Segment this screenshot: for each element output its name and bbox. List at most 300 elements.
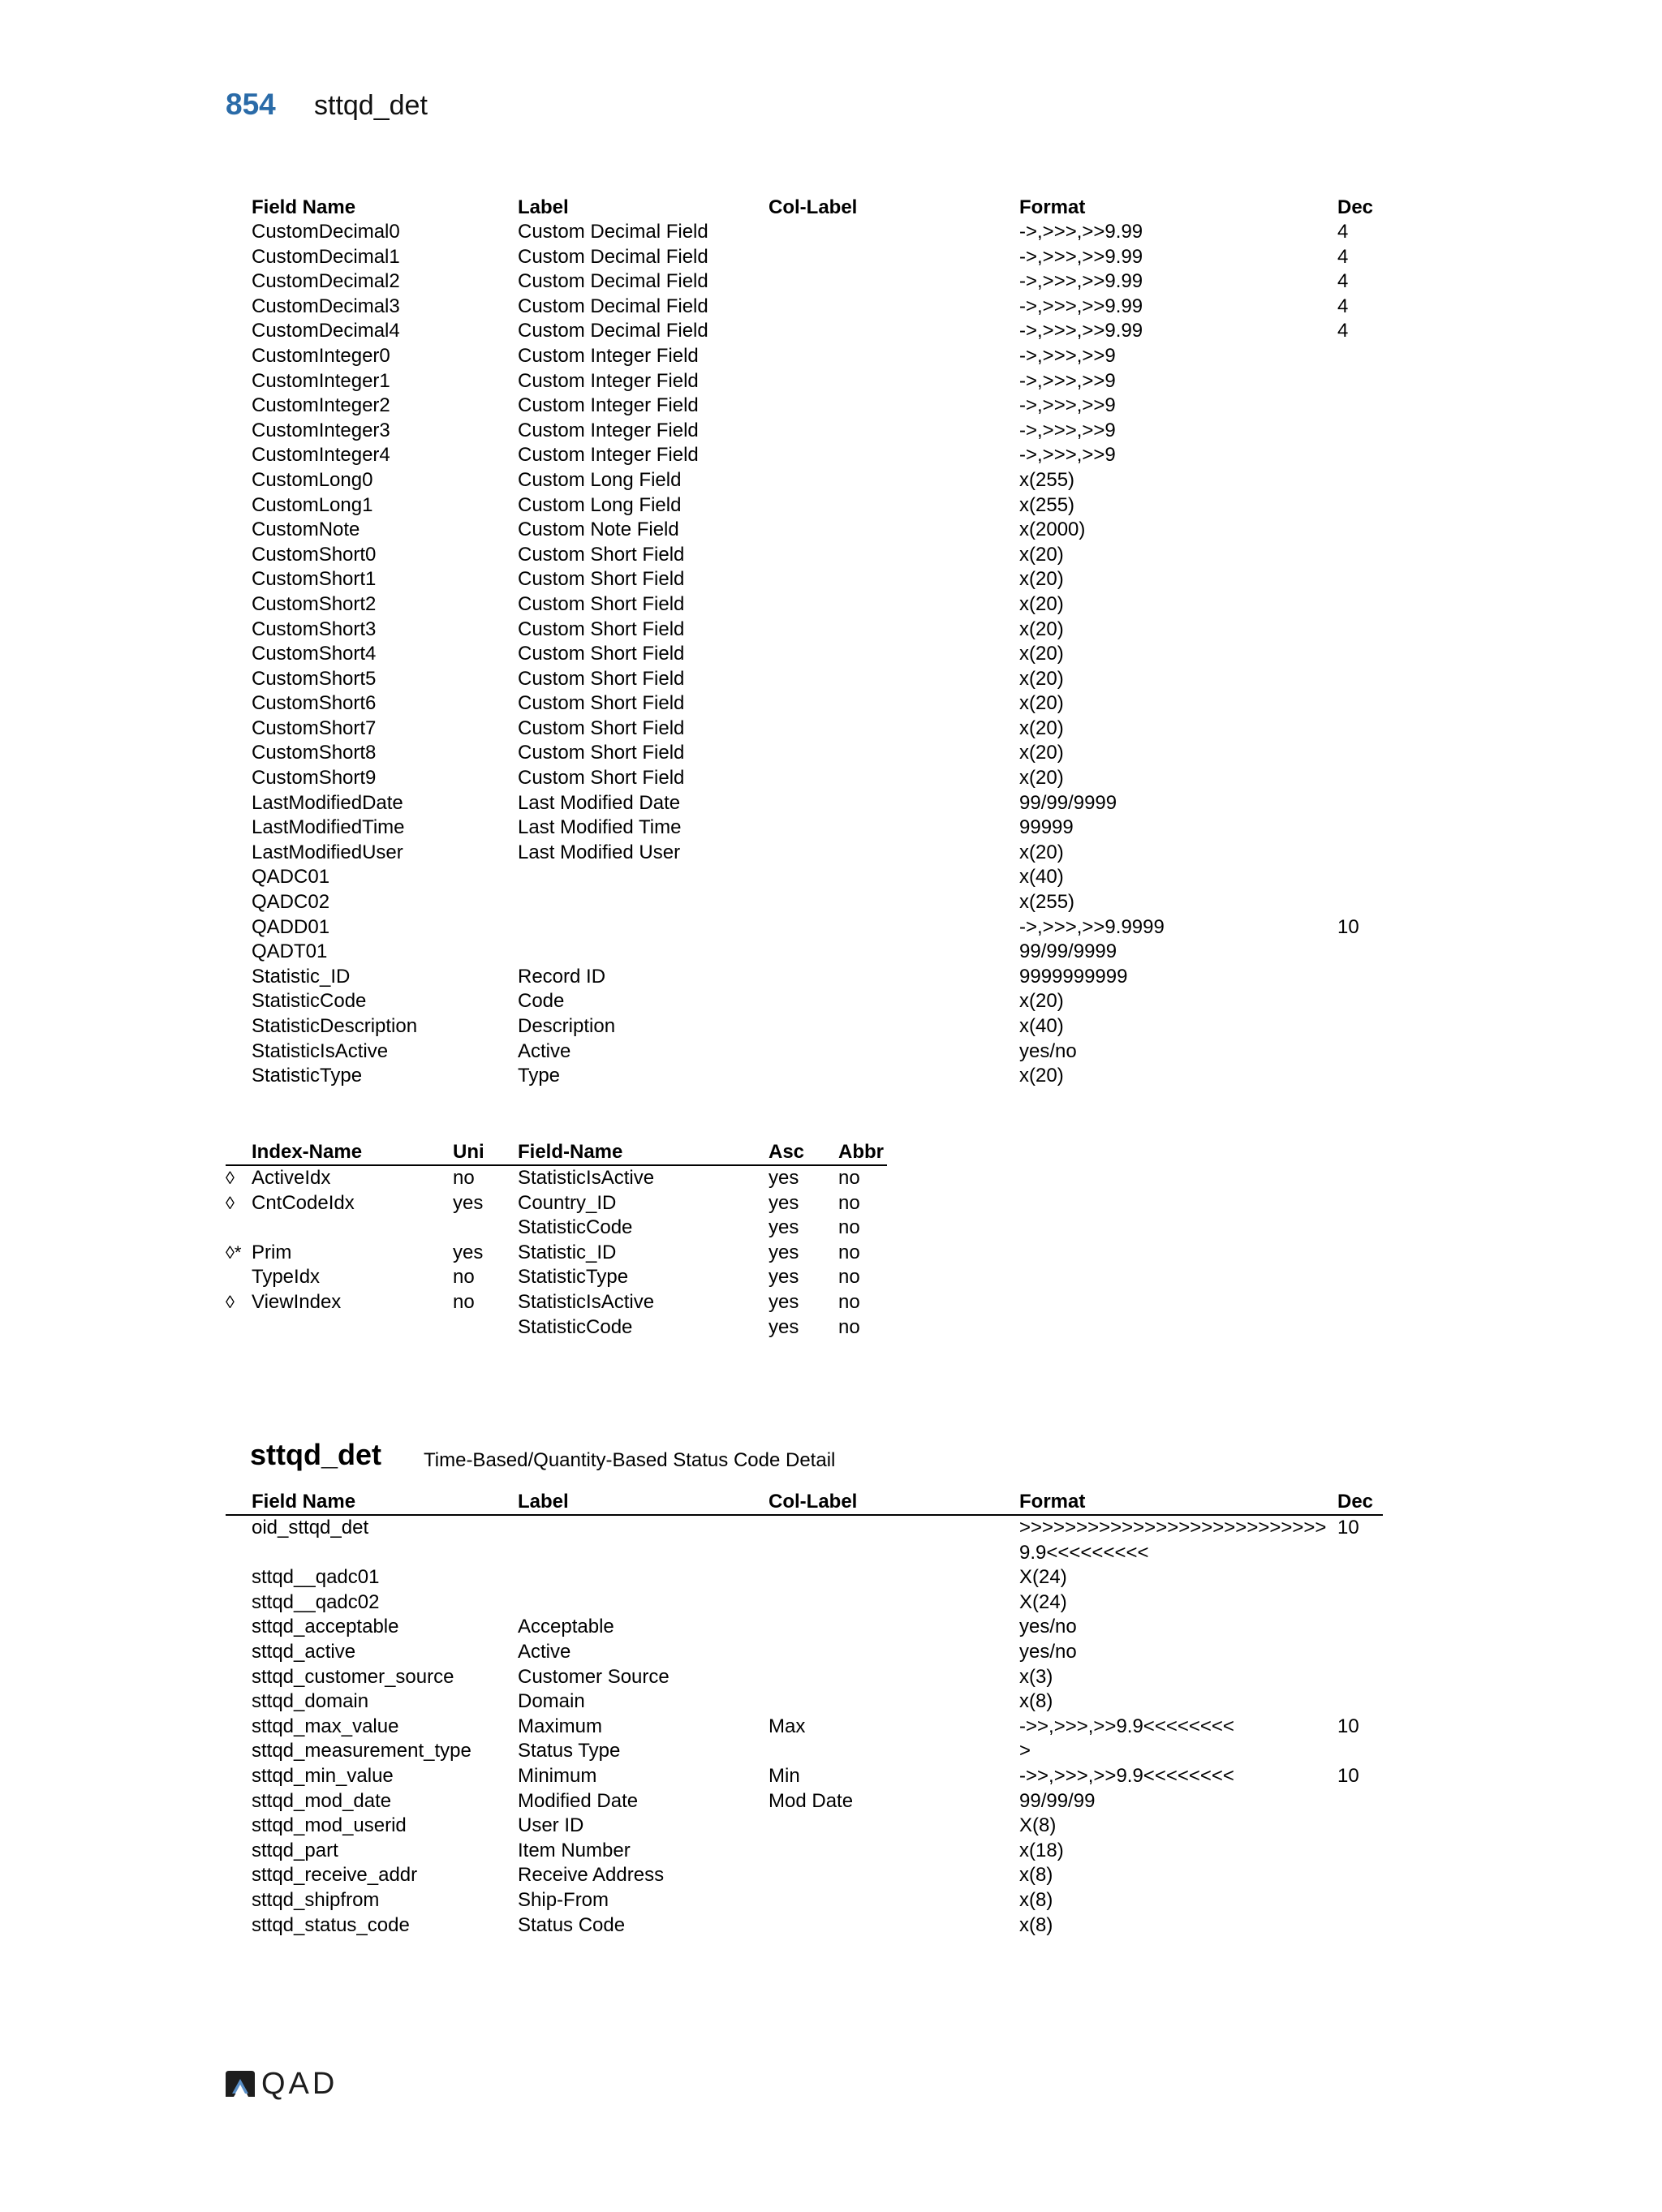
label-cell: Custom Short Field [518,767,685,790]
label-cell: Description [518,1015,616,1037]
asc-cell: yes [769,1266,799,1289]
col-label-cell [769,1039,1019,1065]
col-label-cell [769,1615,1019,1640]
dec-cell [1337,1789,1383,1814]
index-marker [226,1216,252,1241]
table-row [226,989,1383,1014]
abbr-cell: no [838,1266,860,1289]
header-dec: Dec [1337,196,1374,218]
header-format: Format [1019,196,1086,218]
label-cell [518,1565,769,1590]
label-cell: Custom Short Field [518,618,685,640]
col-label-cell [769,618,1019,643]
dec-cell [1337,667,1383,692]
table-row [226,269,1383,295]
table-row [226,443,1383,468]
table-row [226,295,1383,320]
label-cell: Item Number [518,1839,631,1861]
col-label-cell [769,518,1019,543]
dec-cell [1337,1665,1383,1690]
format-cell: x(20) [1019,568,1064,591]
table-row [226,1814,1383,1839]
header-col-label: Col-Label [769,196,858,218]
col-label-cell [769,741,1019,766]
format-cell: x(8) [1019,1864,1053,1887]
table-row [226,940,1383,965]
dec-cell [1337,1565,1383,1590]
table-row [226,1290,887,1315]
field-name-cell: StatisticDescription [252,1015,418,1037]
row-marker [226,567,252,592]
row-marker [226,1665,252,1690]
table-row [226,1789,1383,1814]
row-marker [226,1064,252,1089]
label-cell: Custom Short Field [518,717,685,739]
row-marker [226,220,252,245]
dec-cell [1337,816,1383,841]
field-name-cell: sttqd_active [252,1640,356,1663]
table-row [226,394,1383,419]
col-label-cell [769,344,1019,369]
table-row [226,1715,1383,1740]
col-label-cell [769,468,1019,493]
format-cell: 99/99/9999 [1019,791,1117,814]
col-label-cell [769,1814,1019,1839]
fields-table-header [226,195,1383,220]
dec-cell [1337,1863,1383,1888]
field-name-cell: StatisticCode [518,1216,633,1239]
field-name-cell: StatisticIsActive [518,1290,655,1313]
label-cell: Last Modified Time [518,816,682,839]
row-marker [226,691,252,717]
row-marker [226,419,252,444]
field-name-cell: CustomInteger0 [252,344,390,367]
table-row [226,319,1383,344]
table-row [226,419,1383,444]
logo-text: QAD [261,2066,338,2101]
format-cell: x(8) [1019,1690,1053,1713]
marker-column [226,195,252,220]
dec-cell [1337,1814,1383,1839]
row-marker [226,741,252,766]
col-label-cell [769,791,1019,816]
uni-cell [453,1216,518,1241]
col-label-cell [769,915,1019,940]
field-name-cell: CustomShort6 [252,692,377,715]
label-cell: Last Modified User [518,841,681,863]
asc-cell: yes [769,1216,799,1239]
field-name-cell: CustomNote [252,519,360,541]
label-cell [518,940,769,965]
field-name-cell: CustomDecimal2 [252,270,400,293]
dec-cell [1337,1590,1383,1616]
row-marker [226,1814,252,1839]
format-cell: ->,>>>,>>9.99 [1019,221,1143,243]
label-cell: Custom Decimal Field [518,320,708,342]
row-marker [226,1715,252,1740]
field-name-cell: StatisticType [518,1266,629,1289]
col-label-cell [769,443,1019,468]
section-table-description: Time-Based/Quantity-Based Status Code Detail [424,1449,836,1471]
dec-cell: 10 [1337,1517,1359,1539]
dec-cell [1337,443,1383,468]
label-cell: Ship-From [518,1888,609,1911]
label-cell: Status Code [518,1913,626,1936]
format-cell: 9999999999 [1019,965,1128,988]
format-cell: 99/99/9999 [1019,940,1117,963]
index-marker: ◊* [226,1242,242,1263]
label-cell: Custom Short Field [518,543,685,566]
label-cell: Custom Integer Field [518,419,699,441]
field-name-cell: CustomShort3 [252,618,377,640]
row-marker [226,841,252,866]
field-name-cell: CustomDecimal4 [252,320,400,342]
index-marker [226,1265,252,1290]
row-marker [226,1913,252,1939]
dec-cell [1337,493,1383,519]
format-cell: yes/no [1019,1640,1077,1663]
label-cell: Status Type [518,1740,621,1762]
col-label-cell [769,220,1019,245]
table-row [226,543,1383,568]
uni-cell: no [453,1167,475,1189]
format-cell: x(20) [1019,717,1064,739]
table-row [226,468,1383,493]
fields-table-1 [226,195,1383,1089]
format-cell: x(20) [1019,990,1064,1013]
table-row [226,567,1383,592]
table-row [226,1515,1383,1565]
field-name-cell: sttqd_part [252,1839,338,1861]
dec-cell [1337,344,1383,369]
format-cell: ->,>>>,>>9 [1019,344,1116,367]
table-row [226,1191,887,1216]
row-marker [226,890,252,915]
col-label-cell [769,1515,1019,1565]
col-label-cell [769,1565,1019,1590]
format-cell: x(20) [1019,1065,1064,1087]
label-cell: Custom Short Field [518,592,685,615]
section-table-name: sttqd_det [250,1438,381,1471]
header-dec: Dec [1337,1489,1383,1515]
table-row [226,1315,887,1341]
row-marker [226,667,252,692]
field-name-cell: CustomShort2 [252,592,377,615]
field-name-cell: sttqd_receive_addr [252,1864,418,1887]
dec-cell: 4 [1337,320,1349,342]
table-row [226,1265,887,1290]
label-cell: Custom Short Field [518,643,685,665]
dec-cell: 4 [1337,221,1349,243]
col-label-cell [769,369,1019,394]
dec-cell [1337,1839,1383,1864]
dec-cell [1337,394,1383,419]
index-marker: ◊ [226,1168,235,1188]
index-table-header [226,1139,887,1165]
dec-cell: 4 [1337,270,1349,293]
format-cell: x(255) [1019,468,1075,491]
field-name-cell: CustomShort5 [252,667,377,690]
label-cell: Type [518,1065,561,1087]
label-cell: Last Modified Date [518,791,681,814]
row-marker [226,965,252,990]
label-cell: Domain [518,1690,585,1713]
table-row [226,344,1383,369]
uni-cell: yes [453,1241,484,1263]
col-label-cell [769,1590,1019,1616]
dec-cell [1337,940,1383,965]
col-label-cell [769,940,1019,965]
row-marker [226,1789,252,1814]
format-cell: ->,>>>,>>9.99 [1019,295,1143,317]
table-row [226,865,1383,890]
table-row [226,890,1383,915]
row-marker [226,1640,252,1665]
field-name-cell: QADD01 [252,915,330,938]
index-marker [226,1315,252,1341]
label-cell: Custom Short Field [518,692,685,715]
row-marker [226,989,252,1014]
format-cell: ->,>>>,>>9.99 [1019,320,1143,342]
field-name-cell: StatisticCode [518,1315,633,1338]
asc-cell: yes [769,1241,799,1263]
page-number: 854 [226,88,276,121]
field-name-cell: QADT01 [252,940,328,963]
field-name-cell: CustomShort4 [252,643,377,665]
col-label-cell [769,1839,1019,1864]
format-cell: X(24) [1019,1590,1067,1613]
label-cell [518,915,769,940]
field-name-cell: CustomInteger3 [252,419,390,441]
format-cell: x(255) [1019,891,1075,914]
format-cell: ->,>>>,>>9.9999 [1019,915,1165,938]
row-marker [226,394,252,419]
uni-cell: yes [453,1191,484,1214]
asc-cell: yes [769,1191,799,1214]
label-cell: Custom Integer Field [518,344,699,367]
col-label-cell [769,245,1019,270]
dec-cell: 4 [1337,245,1349,268]
table-row [226,1565,1383,1590]
col-label-cell [769,865,1019,890]
index-marker-column [226,1139,252,1165]
table-row [226,1665,1383,1690]
label-cell: Custom Decimal Field [518,221,708,243]
asc-cell: yes [769,1290,799,1313]
table-row [226,1913,1383,1939]
format-cell: ->,>>>,>>9 [1019,419,1116,441]
format-cell: x(20) [1019,643,1064,665]
col-label-cell [769,717,1019,742]
col-label-cell [769,816,1019,841]
table-row [226,667,1383,692]
table-row [226,1640,1383,1665]
label-cell: Custom Long Field [518,493,682,516]
row-marker [226,915,252,940]
qad-logo [224,2068,338,2100]
field-name-cell: CustomShort1 [252,568,377,591]
label-cell: Custom Long Field [518,468,682,491]
row-marker [226,865,252,890]
table-row [226,220,1383,245]
dec-cell [1337,865,1383,890]
row-marker [226,295,252,320]
col-label-cell: Min [769,1764,800,1787]
abbr-cell: no [838,1191,860,1214]
field-name-cell: CustomInteger4 [252,444,390,467]
row-marker [226,1888,252,1913]
label-cell: Active [518,1039,571,1062]
label-cell: Custom Short Field [518,667,685,690]
dec-cell [1337,543,1383,568]
field-name-cell: StatisticType [252,1065,363,1087]
asc-cell: yes [769,1167,799,1189]
format-cell: x(8) [1019,1913,1053,1936]
row-marker [226,1764,252,1789]
dec-cell: 10 [1337,915,1359,938]
dec-cell [1337,1615,1383,1640]
table-row [226,518,1383,543]
table-row [226,245,1383,270]
index-name-cell: Prim [252,1241,292,1263]
col-label-cell [769,592,1019,618]
dec-cell [1337,518,1383,543]
format-cell: ->,>>>,>>9 [1019,394,1116,417]
header-asc: Asc [769,1139,838,1165]
dec-cell: 4 [1337,295,1349,317]
col-label-cell [769,841,1019,866]
col-label-cell [769,965,1019,990]
dec-cell [1337,369,1383,394]
row-marker [226,618,252,643]
format-cell: ->,>>>,>>9 [1019,369,1116,392]
format-cell: x(20) [1019,543,1064,566]
label-cell: Custom Note Field [518,519,679,541]
col-label-cell [769,1739,1019,1764]
col-label-cell [769,319,1019,344]
col-label-cell [769,269,1019,295]
field-name-cell: CustomShort8 [252,742,377,764]
table-row [226,1863,1383,1888]
format-cell: yes/no [1019,1616,1077,1638]
col-label-cell [769,642,1019,667]
format-cell: ->,>>>,>>9.99 [1019,245,1143,268]
header-index-name: Index-Name [252,1139,453,1165]
field-name-cell: Statistic_ID [252,965,351,988]
table-row [226,915,1383,940]
field-name-cell: CustomDecimal0 [252,221,400,243]
format-cell: 99/99/99 [1019,1789,1096,1812]
dec-cell [1337,791,1383,816]
col-label-cell [769,1863,1019,1888]
table-row [226,1590,1383,1616]
label-cell: Custom Integer Field [518,394,699,417]
format-cell: > [1019,1740,1031,1762]
dec-cell: 10 [1337,1715,1359,1737]
col-label-cell [769,890,1019,915]
field-name-cell: CustomShort0 [252,543,377,566]
label-cell [518,1590,769,1616]
row-marker [226,344,252,369]
field-name-cell: CustomShort9 [252,767,377,790]
index-name-cell [252,1315,453,1341]
format-cell: ->>,>>>,>>9.9<<<<<<<< [1019,1715,1234,1737]
label-cell: Custom Integer Field [518,369,699,392]
field-name-cell: QADC01 [252,866,330,889]
row-marker [226,791,252,816]
label-cell: User ID [518,1814,584,1837]
field-name-cell: oid_sttqd_det [252,1517,369,1539]
col-label-cell [769,1064,1019,1089]
row-marker [226,468,252,493]
row-marker [226,1515,252,1565]
label-cell: Code [518,990,565,1013]
dec-cell [1337,468,1383,493]
dec-cell [1337,989,1383,1014]
table-row [226,1888,1383,1913]
label-cell: Receive Address [518,1864,665,1887]
label-cell: Acceptable [518,1616,614,1638]
header-field-name: Field Name [252,1489,518,1515]
fields-table-header [226,1489,1383,1515]
format-cell: x(20) [1019,592,1064,615]
format-cell: X(24) [1019,1566,1067,1589]
table-row [226,1064,1383,1089]
format-cell: x(20) [1019,742,1064,764]
row-marker [226,1565,252,1590]
row-marker [226,1014,252,1039]
label-cell: Custom Short Field [518,742,685,764]
field-name-cell: sttqd_domain [252,1690,369,1713]
table-row [226,1764,1383,1789]
table-row [226,816,1383,841]
table-row [226,1615,1383,1640]
header-label: Label [518,196,569,218]
dec-cell [1337,1014,1383,1039]
fields-table-2 [226,1489,1383,1938]
uni-cell [453,1315,518,1341]
row-marker [226,518,252,543]
field-name-cell: sttqd_customer_source [252,1665,454,1688]
field-name-cell: CustomDecimal3 [252,295,400,317]
format-cell: x(20) [1019,618,1064,640]
format-cell: x(3) [1019,1665,1053,1688]
label-cell: Custom Short Field [518,568,685,591]
row-marker [226,1839,252,1864]
dec-cell [1337,1689,1383,1715]
row-marker [226,1039,252,1065]
row-marker [226,1739,252,1764]
col-label-cell [769,567,1019,592]
asc-cell: yes [769,1315,799,1338]
col-label-cell [769,493,1019,519]
field-name-cell: sttqd__qadc02 [252,1590,380,1613]
field-name-cell: LastModifiedDate [252,791,403,814]
row-marker [226,493,252,519]
col-label-cell [769,1640,1019,1665]
table-row [226,493,1383,519]
label-cell: Customer Source [518,1665,670,1688]
table-row [226,791,1383,816]
table-row [226,1216,887,1241]
page-title: sttqd_det [314,90,428,121]
format-cell: ->,>>>,>>9 [1019,444,1116,467]
row-marker [226,1590,252,1616]
field-name-cell: sttqd_max_value [252,1715,399,1737]
field-name-cell: sttqd_status_code [252,1913,410,1936]
row-marker [226,245,252,270]
format-cell: x(255) [1019,493,1075,516]
